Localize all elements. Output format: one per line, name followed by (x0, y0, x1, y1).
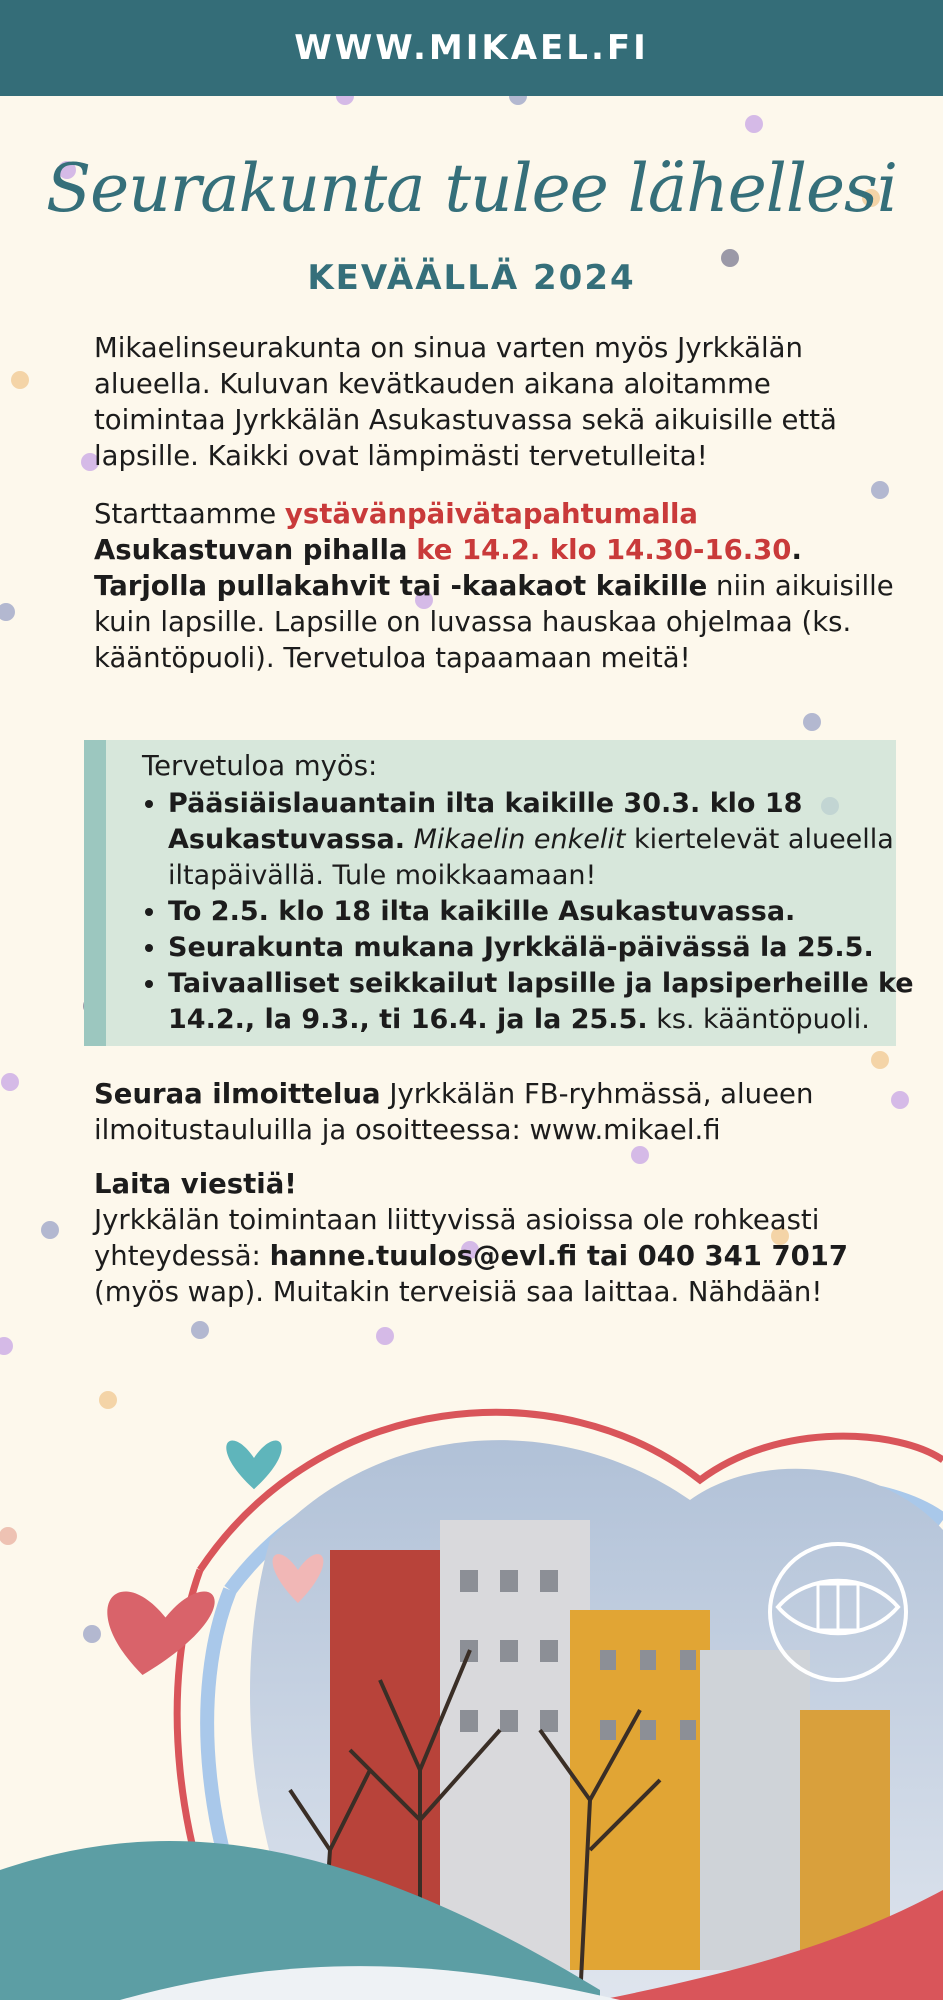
welcome-list (126, 786, 928, 1038)
confetti-dot (803, 713, 821, 731)
event-paragraph: Starttaamme ystävänpäivätapahtumalla Asukastuvan pihalla ke 14.2. klo 14.30-16.30. Tarjolla pullakahvit tai -kaakaot kaikille niin aikuisille kuin lapsille. Lapsille on luvassa hauskaa ohjelmaa (ks. kääntöpuoli). Tervetuloa tapaamaan meitä! (94, 498, 894, 674)
item4-bold: Taivaalliset seikkailut lapsille ja lapsiperheille ke 14.2., la 9.3., ti 16.4. ja la 25.5. (168, 968, 914, 1035)
event-place: Asukastuvan pihalla (94, 534, 408, 566)
page-subtitle: KEVÄÄLLÄ 2024 (307, 258, 636, 298)
welcome-intro: Tervetuloa myös: (142, 750, 378, 782)
confetti-dot (376, 1327, 394, 1345)
item1-rest: kiertelevät alueella iltapäivällä. Tule moikkaamaan! (168, 824, 894, 891)
heart-icon (107, 1591, 214, 1675)
confetti-dot (631, 1146, 649, 1164)
follow-bold: Seuraa ilmoittelua (94, 1078, 381, 1110)
confetti-dot (871, 1051, 889, 1069)
confetti-dot (191, 1321, 209, 1339)
contact-heading: Laita viestiä! (94, 1168, 297, 1200)
event-name: ystävänpäivätapahtumalla (284, 498, 698, 530)
confetti-dot (745, 115, 763, 133)
item1-italic: Mikaelin enkelit (413, 824, 626, 855)
heart-icon (226, 1440, 281, 1489)
event-time: ke 14.2. klo 14.30-16.30 (416, 534, 792, 566)
list-item (168, 966, 928, 1038)
item4-rest: ks. kääntöpuoli. (647, 1004, 870, 1035)
item2: To 2.5. klo 18 ilta kaikille Asukastuvassa. (168, 896, 796, 927)
intro-paragraph: Mikaelinseurakunta on sinua varten myös Jyrkkälän alueella. Kuluvan kevätkauden aikana aloitamme toimintaa Jyrkkälän Asukastuvassa sekä aikuisille että lapsille. Kaikki ovat lämpimästi tervetulleita! (94, 332, 837, 472)
list-item (168, 786, 928, 894)
event-rest: niin aikuisille kuin lapsille. Lapsille on luvassa hauskaa ohjelmaa (ks. kääntöpuoli). Tervetuloa tapaamaan meitä! (94, 570, 894, 674)
follow-rest: Jyrkkälän FB-ryhmässä, alueen ilmoitustauluilla ja osoitteessa: www.mikael.fi (94, 1078, 814, 1146)
contact-text1: Jyrkkälän toimintaan liittyvissä asioissa ole rohkeasti yhteydessä: (94, 1204, 820, 1272)
list-item (168, 894, 928, 930)
confetti-dot (41, 1221, 59, 1239)
event-offer: Tarjolla pullakahvit tai -kaakaot kaikille (94, 570, 708, 602)
site-url-banner (0, 0, 943, 96)
contact-paragraph (94, 1166, 894, 1310)
contact-details: hanne.tuulos@evl.fi tai 040 341 7017 (269, 1240, 849, 1272)
follow-paragraph (94, 1076, 894, 1148)
item1-bold: Pääsiäislauantain ilta kaikille 30.3. klo 18 Asukastuvassa. (168, 788, 803, 855)
item3: Seurakunta mukana Jyrkkälä-päivässä la 25.5. (168, 932, 874, 963)
confetti-dot (1, 1073, 19, 1091)
confetti-dot (0, 603, 15, 621)
heart-photo-illustration (0, 1350, 943, 2000)
contact-text2: (myös wap). Muitakin terveisiä saa laittaa. Nähdään! (94, 1276, 823, 1308)
welcome-box (84, 740, 914, 1046)
site-url: WWW.MIKAEL.FI (294, 28, 649, 68)
page-title: Seurakunta tulee lähellesi (45, 150, 898, 227)
list-item (168, 930, 928, 966)
confetti-dot (11, 371, 29, 389)
event-lead: Starttaamme (94, 498, 285, 530)
